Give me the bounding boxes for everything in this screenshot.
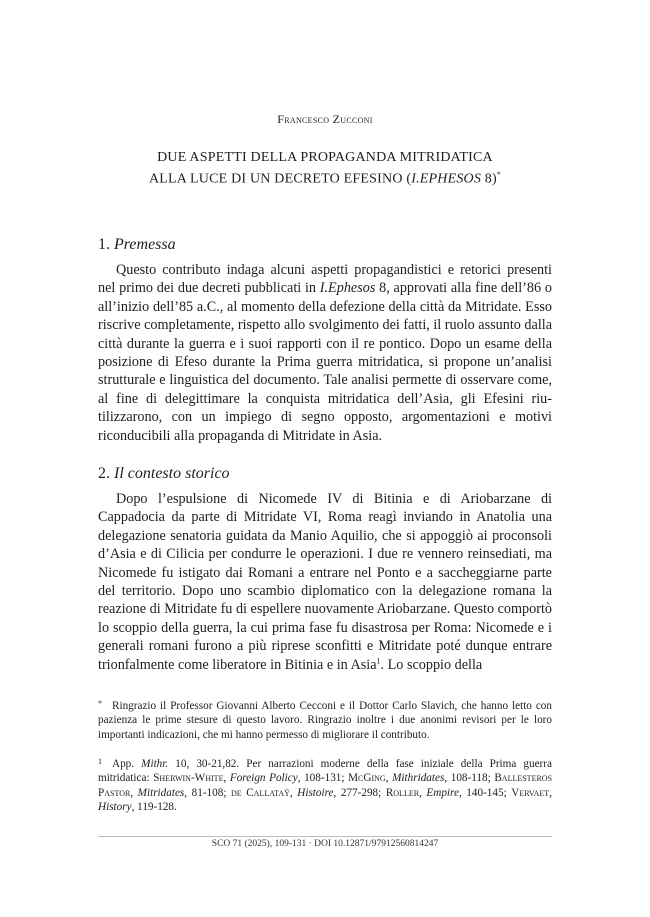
s2-text-a: Dopo l’espulsione di Nicomede IV di Bitinia e di Ariobarzane di Cappadocia da parte di Mitridate VI, Roma reagì inviando in Anatolia una delegazione senatoria guidata da Manio Aquilio, che si appoggiò ai proconsoli d’Asia e di Cilicia per condurre le operazioni. I due re vennero reinsediati, ma Nicomede fu istigato dai Romani a entrare nel Ponto e a saccheggiarne parte del territorio. Dopo uno scambio diplomatico con la delegazione romana la reazione di Mitridate fu di espellere nuovamente Ariobarzane. Questo comportò lo scoppio della guerra, la cui prima fase fu disastrosa per Roma: Nicomede e i generali romani furono a più riprese sconfitti e Mitridate poté dunque entrare trionfalmente come liberatore in Bitinia e in Asia: [98, 491, 552, 673]
section-2-paragraph: [98, 490, 552, 674]
fn1-n: Mitridates: [137, 786, 185, 799]
footnote-star-text: Ringrazio il Professor Giovanni Alberto Cecconi e il Dottor Carlo Slavich, che hanno letto con pazienza le prime stesure di questo lavoro. Ringrazio inoltre i due anonimi revisori per le loro importanti indicazioni, che mi hanno permesso di migliorare il contributo.: [98, 700, 552, 741]
section-1-paragraph: [98, 261, 552, 445]
footnote-star-mark: *: [98, 699, 102, 708]
fn1-p: de Callataÿ: [230, 786, 290, 799]
footnote-1: [98, 755, 552, 814]
title-line-2: [100, 166, 550, 188]
fn1-y: ,: [549, 786, 552, 799]
fn1-q: ,: [289, 786, 298, 799]
page-footer: SCO 71 (2025), 109-131 · DOI 10.12871/97912560814247: [211, 839, 439, 849]
fn1-j: Mithridates: [392, 772, 445, 785]
fn1-k: , 108-118;: [444, 772, 495, 785]
title-line-2-text: ALLA LUCE DI UN DECRETO EFESINO (: [148, 171, 412, 187]
fn1-l: Ballesteros Pastor: [98, 772, 553, 799]
fn1-o: , 81-108;: [184, 786, 231, 799]
fn1-a: App.: [112, 758, 142, 770]
s1-text-a: Questo contributo indaga alcuni aspetti propagandistici e retorici presenti nel primo dei due decreti pubblicati in: [98, 262, 552, 297]
article-title: [100, 149, 550, 188]
fn1-s: , 277-298;: [333, 786, 386, 799]
fn1-zz: , 119-128.: [131, 800, 177, 813]
fn1-i: ,: [385, 772, 393, 785]
fn1-d: Sherwin-White: [153, 772, 224, 785]
title-footnote-mark: *: [496, 170, 502, 179]
fn1-v: Empire: [426, 786, 459, 799]
fn1-z: History: [98, 800, 132, 813]
fn1-r: Histoire: [297, 786, 334, 799]
fn1-u: ,: [419, 786, 427, 799]
s2-text-b: . Lo scoppio della: [380, 656, 483, 673]
title-line-1: DUE ASPETTI DELLA PROPAGANDA MITRIDATICA: [157, 150, 493, 165]
fn1-w: , 140-145;: [458, 786, 512, 799]
section-1-heading: [98, 236, 176, 254]
section-2-heading: [98, 465, 230, 483]
title-line-2-italic: I.EPHESOS: [411, 171, 482, 187]
author-name: Francesco Zucconi: [277, 112, 373, 126]
section-2-number: 2.: [98, 465, 110, 482]
title-line-2-end: 8): [481, 171, 497, 187]
footnote-ref-1[interactable]: 1: [376, 655, 381, 665]
s1-italic-ref: I.Ephesos: [319, 280, 376, 297]
section-1-number: 1.: [98, 236, 110, 253]
fn1-t: Roller: [385, 786, 420, 799]
footnote-star: [98, 697, 552, 742]
section-2-title: Il contesto storico: [114, 465, 230, 482]
fn1-x: Vervaet: [511, 786, 550, 799]
fn1-b: Mithr.: [141, 758, 169, 770]
fn1-m: ,: [130, 786, 138, 799]
fn1-c: 10, 30-21,82. Per narrazioni moderne della fase iniziale della Prima guerra mitridatica:: [98, 758, 552, 785]
fn1-g: , 108-131;: [297, 772, 349, 785]
fn1-h: McGing: [348, 772, 386, 785]
footer-divider: [98, 836, 552, 837]
fn1-e: ,: [223, 772, 230, 785]
footnote-1-mark: 1: [98, 757, 102, 766]
section-1-title: Premessa: [114, 236, 176, 253]
fn1-f: Foreign Policy: [229, 772, 298, 785]
s1-text-b: 8, approvati alla fine dell’86 o all’inizio dell’85 a.C., al momento della defezione della città da Mitridate. Esso riscrive completamente, rispetto allo svolgimento dei fatti, il ruolo assunto dalla città durante la guerra e i suoi rapporti con il re pontico. Dopo un esame della posizione di Efeso durante la Prima guerra mitridatica, si propone un’analisi strutturale e linguistica del documento. Tale analisi permette di osservare come, al fine di delegittimare la conquista mitridatica dell’Asia, gli Efesini riutilizzarono, con un impiego di segno opposto, argomentazioni e motivi riconducibili alla propaganda di Mitridate in Asia.: [98, 280, 552, 444]
